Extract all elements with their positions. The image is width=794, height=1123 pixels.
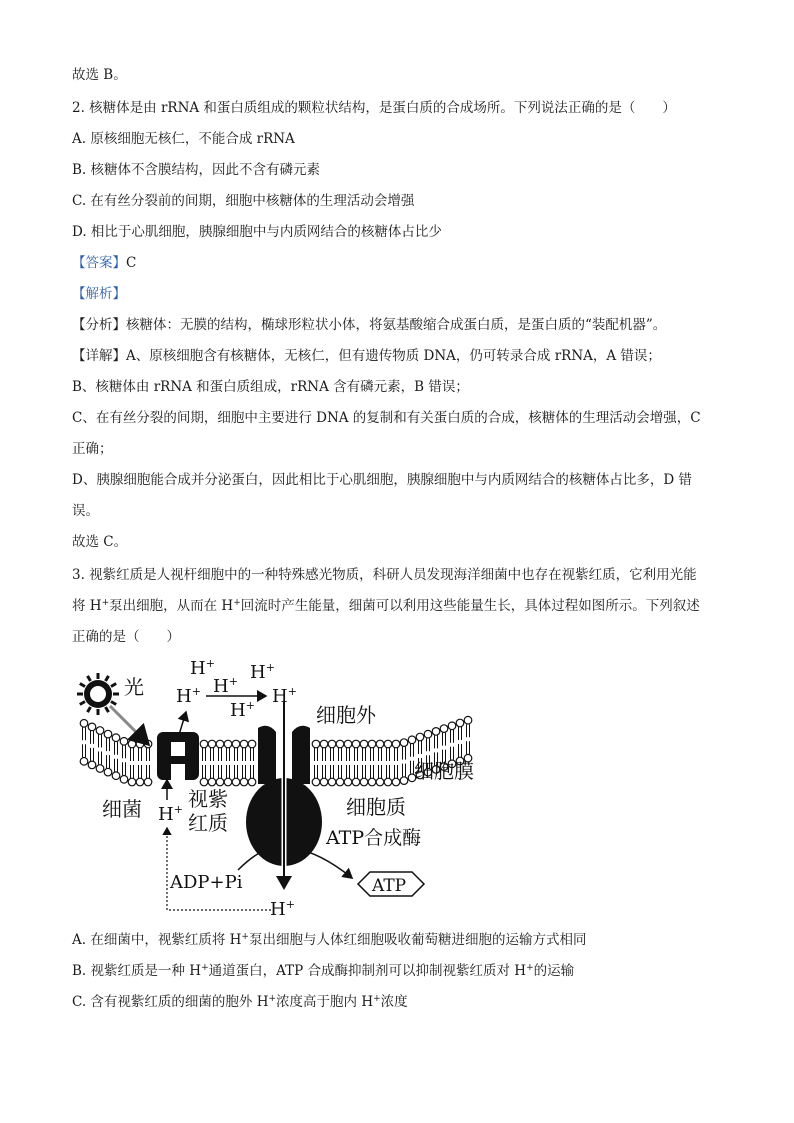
detail-line: 误。 (72, 503, 99, 519)
option-b: B. 视紫红质是一种 H+通道蛋白，ATP 合成酶抑制剂可以抑制视紫红质对 H+的运输 (72, 963, 575, 979)
h-ions-outside (176, 657, 297, 721)
answer-line: 【答案】C (72, 255, 137, 271)
rhodopsin-diagram (70, 652, 490, 924)
analysis-line: 【分析】核糖体：无膜的结构，椭球形粒状小体，将氨基酸缩合成蛋白质，是蛋白质的“装配机器”。 (72, 317, 667, 333)
h-ion-bottom: H+ (270, 898, 295, 920)
option-b: B. 核糖体不含膜结构，因此不含有磷元素 (72, 162, 321, 178)
light-label: 光 (124, 675, 144, 699)
text-line: 故选 C。 (72, 534, 128, 550)
option-a: A. 在细菌中，视紫红质将 H+泵出细胞与人体红细胞吸收葡萄糖进细胞的运输方式相同 (72, 932, 587, 948)
detail-line: C、在有丝分裂的间期，细胞中主要进行 DNA 的复制和有关蛋白质的合成，核糖体的生理活动会增强，C (72, 410, 701, 426)
fenxi-tag: 【分析】 (72, 317, 126, 333)
membrane-label: 细胞膜 (414, 759, 474, 783)
svg-text:H+: H+ (190, 657, 215, 679)
detail-line: 【详解】A、原核细胞含有核糖体，无核仁，但有遗传物质 DNA，仍可转录合成 rRNA，A 错误； (72, 348, 661, 364)
question-3-stem: 3. 视紫红质是人视杆细胞中的一种特殊感光物质，科研人员发现海洋细菌中也存在视紫红质，它利用光能 (72, 567, 697, 583)
option-c: C. 含有视紫红质的细菌的胞外 H+浓度高于胞内 H+浓度 (72, 994, 408, 1010)
question-3-stem: 正确的是（ ） (72, 629, 180, 645)
answer-tag: 【答案】 (72, 255, 126, 271)
svg-text:H+: H+ (230, 699, 255, 721)
svg-text:H+: H+ (213, 675, 238, 697)
bacterium-label: 细菌 (102, 797, 142, 821)
adp-pi-label: ADP+Pi (170, 872, 243, 893)
rhodopsin-protein (157, 732, 199, 780)
h-ion-inside: H+ (158, 803, 183, 825)
text-line: 故选 B。 (72, 67, 127, 83)
analysis-heading (72, 285, 126, 303)
analysis-tag: 【解析】 (72, 286, 126, 302)
option-a: A. 原核细胞无核仁，不能合成 rRNA (72, 131, 295, 147)
atp-badge (358, 872, 424, 896)
detail-line: B、核糖体由 rRNA 和蛋白质组成，rRNA 含有磷元素，B 错误； (72, 379, 469, 395)
svg-text:H+: H+ (272, 685, 297, 707)
detail-line: D、胰腺细胞能合成并分泌蛋白，因此相比于心肌细胞，胰腺细胞中与内质网结合的核糖体占比多，D 错 (72, 472, 692, 488)
cytoplasm-label: 细胞质 (346, 795, 406, 819)
atp-synthase-label: ATP合成酶 (326, 827, 422, 849)
outside-label: 细胞外 (316, 703, 376, 727)
rhodopsin-label-2: 红质 (188, 811, 228, 835)
svg-text:ATP: ATP (372, 876, 407, 896)
question-3-stem: 将 H+泵出细胞，从而在 H+回流时产生能量，细菌可以利用这些能量生长，具体过程如图所示。下列叙述 (72, 598, 700, 614)
xiangjie-tag: 【详解】 (72, 348, 126, 364)
option-d: D. 相比于心肌细胞，胰腺细胞中与内质网结合的核糖体占比少 (72, 224, 442, 240)
question-2-stem: 2. 核糖体是由 rRNA 和蛋白质组成的颗粒状结构，是蛋白质的合成场所。下列说法正确的是（ ） (72, 100, 676, 116)
svg-text:H+: H+ (250, 661, 275, 683)
svg-text:H+: H+ (176, 685, 201, 707)
rhodopsin-label-1: 视紫 (188, 787, 228, 811)
detail-line: 正确； (72, 441, 113, 457)
option-c: C. 在有丝分裂前的间期，细胞中核糖体的生理活动会增强 (72, 193, 415, 209)
